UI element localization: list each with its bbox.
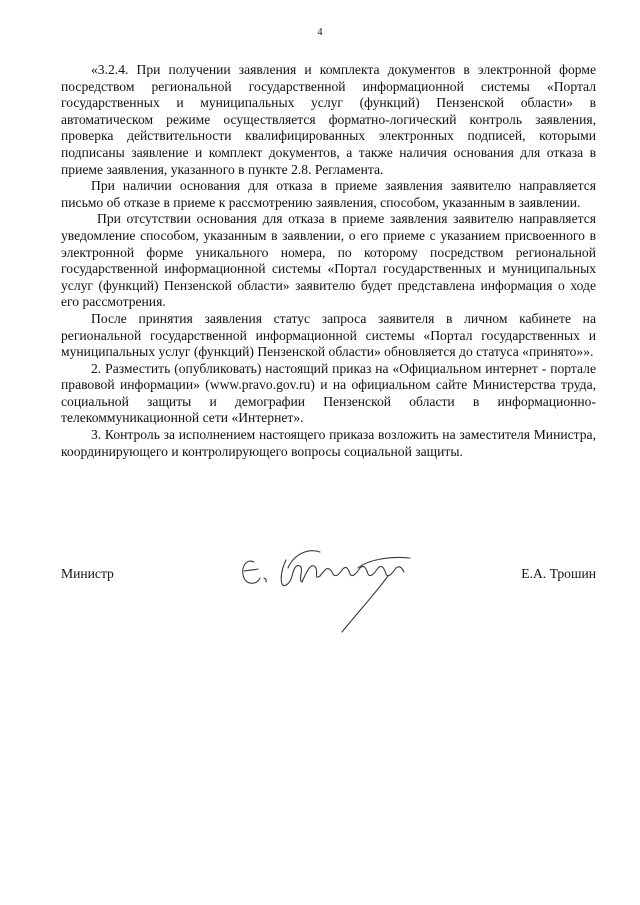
handwritten-signature-icon	[238, 538, 418, 638]
paragraph-acceptance-notice: При отсутствии основания для отказа в приеме заявления заявителю направляется уведомление способом, указанным в заявлении, о его приеме с указанием присвоенного в электронной форме уникального номера, по которому посредством региональной государственной информационной системы «Портал государственных и муниципальных услуг (функций) Пензенской области» заявителю будет представлена информация о ходе его рассмотрения.	[61, 211, 596, 310]
paragraph-refusal: При наличии основания для отказа в приеме заявления заявителю направляется письмо об отказе в приеме к рассмотрению заявления, способом, указанным в заявлении.	[61, 178, 596, 210]
page-number: 4	[317, 27, 323, 38]
signer-title: Министр	[61, 566, 114, 581]
paragraph-3-2-4: «3.2.4. При получении заявления и комплекта документов в электронной форме посредством региональной государственной информационной системы «Портал государственных и муниципальных услуг (функций) Пензенской области» в автоматическом режиме осуществляется форматно-логический контроль заявления, проверка действительности квалифицированных электронных подписей, которыми подписаны заявление и комплект документов, а также наличия основания для отказа в приеме заявления, указанного в пункте 2.8. Регламента.	[61, 62, 596, 177]
signer-name: Е.А. Трошин	[521, 566, 596, 581]
document-body	[61, 62, 596, 460]
paragraph-publication: 2. Разместить (опубликовать) настоящий приказ на «Официальном интернет - портале правовой информации» (www.pravo.gov.ru) и на официальном сайте Министерства труда, социальной защиты и демографии Пензенской области в информационно-телекоммуникационной сети «Интернет».	[61, 360, 596, 426]
paragraph-control: 3. Контроль за исполнением настоящего приказа возложить на заместителя Министра, координирующего и контролирующего вопросы социальной защиты.	[61, 427, 596, 459]
paragraph-status-update: После принятия заявления статус запроса заявителя в личном кабинете на региональной государственной информационной системы «Портал государственных и муниципальных услуг (функций) Пензенской области» обновляется до статуса «принято»».	[61, 310, 596, 360]
